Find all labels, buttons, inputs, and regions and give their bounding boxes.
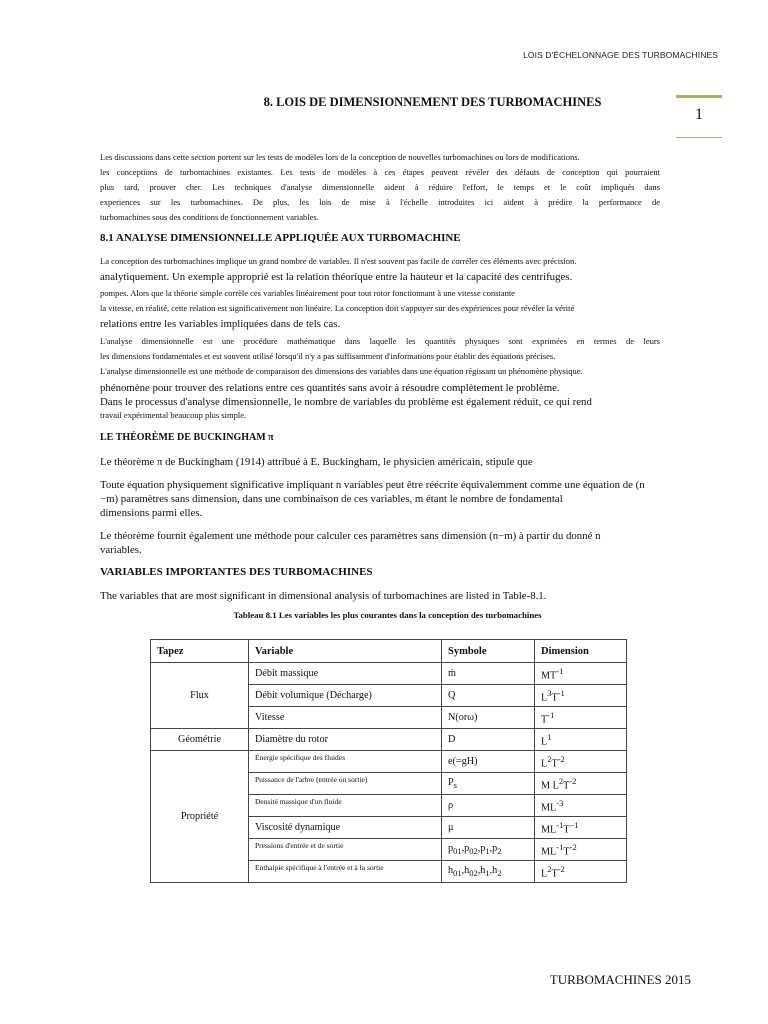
symbol-part: ,p: [489, 842, 498, 854]
variable-cell: Vitesse: [249, 707, 442, 729]
variable-cell: Pressions d'entrée et de sortie: [249, 839, 442, 861]
text-line: dimensions parmi elles.: [100, 507, 203, 519]
symbol-part: ,h: [461, 864, 470, 876]
dim-base: L: [541, 736, 548, 748]
variable-cell: Enthalpie spécifique à l'entrée et à la sortie: [249, 861, 442, 883]
dim-base: L: [541, 692, 548, 704]
dim-exponent: -2: [569, 841, 577, 852]
text-line: pompes. Alors que la théorie simple corrèle ces variables linéairement pour tout rotor fonctionnant à une vitesse constante: [100, 288, 515, 298]
text-line: Dans le processus d'analyse dimensionnelle, le nombre de variables du problème est également réduit, ce qui rend: [100, 396, 592, 408]
group-cell-flux: Flux: [151, 663, 249, 729]
dim-exponent: -1: [556, 819, 564, 830]
symbol-part: h: [448, 864, 454, 876]
dimension-cell: [535, 817, 627, 839]
dimension-cell: [535, 663, 627, 685]
section-8-1-paragraph-2: [100, 334, 660, 421]
dim-exponent: -1: [556, 841, 564, 852]
buckingham-paragraph-2: [100, 478, 760, 520]
group-cell-propriete: Propriété: [151, 751, 249, 883]
symbol-part: ,p: [477, 842, 486, 854]
symbol-cell: μ: [442, 817, 535, 839]
variable-cell: Viscosité dynamique: [249, 817, 442, 839]
dim-exponent: -1: [547, 709, 555, 720]
group-cell-geometrie: Géométrie: [151, 729, 249, 751]
dimension-cell: [535, 751, 627, 773]
intro-line: experiences sur les turbomachines. De plus, les lois de mise à l'échelle introduites ici aident à prédire la performance de: [100, 197, 660, 207]
dim-exponent: 3: [547, 687, 552, 698]
symbol-subscript: 2: [497, 868, 502, 879]
symbol-subscript: 1: [485, 868, 490, 879]
text-line: travail expérimental beaucoup plus simple.: [100, 410, 247, 420]
dim-exponent: 2: [558, 775, 564, 786]
dim-exponent: -1: [556, 665, 564, 676]
dim-base: T: [541, 714, 548, 726]
table-header-cell: Tapez: [151, 640, 249, 663]
dim-base: L: [541, 868, 548, 880]
symbol-subscript: 2: [497, 846, 502, 857]
variable-cell: Débit massique: [249, 663, 442, 685]
table-header-cell: Symbole: [442, 640, 535, 663]
page-number: 1: [695, 106, 703, 123]
buckingham-heading: LE THÉORÈME DE BUCKINGHAM π: [100, 432, 274, 443]
symbol-subscript: 1: [485, 846, 490, 857]
dim-exponent: 1: [547, 731, 552, 742]
symbol-part: ,h: [477, 864, 486, 876]
dim-base: T: [551, 758, 558, 770]
symbol-part: ,p: [461, 842, 470, 854]
dim-base: MT: [541, 670, 557, 682]
text-line: variables.: [100, 544, 142, 556]
chapter-title: 8. LOIS DE DIMENSIONNEMENT DES TURBOMACHINES: [263, 95, 602, 109]
dim-exponent: -2: [557, 863, 565, 874]
text-line: −m) paramètres sans dimension, dans une combinaison de ces variables, m étant le nombre de fondamental: [100, 493, 563, 505]
page-number-bottom-rule: [676, 137, 722, 138]
symbol-part: p: [448, 842, 454, 854]
dimension-cell: [535, 861, 627, 883]
text-line: analytiquement. Un exemple approprié est la relation théorique entre la hauteur et la capacité des centrifuges.: [100, 271, 573, 283]
symbol-cell: D: [442, 729, 535, 751]
dim-base: T: [563, 824, 570, 836]
dim-base: T: [551, 868, 558, 880]
symbol-cell: ρ: [442, 795, 535, 817]
symbol-subscript: s: [453, 780, 457, 791]
symbol-cell: [442, 773, 535, 795]
table-header-cell: Dimension: [535, 640, 627, 663]
text-line: Le théorème fournit également une méthode pour calculer ces paramètres sans dimension (n−m) à partir du donné n: [100, 530, 601, 542]
text-line: La conception des turbomachines implique un grand nombre de variables. Il n'est souvent pas facile de corréler ces éléments avec précision.: [100, 256, 577, 266]
table-caption: Tableau 8.1 Les variables les plus courantes dans la conception des turbomachines: [233, 610, 542, 620]
symbol-cell: ṁ: [442, 663, 535, 685]
dim-exponent: -3: [556, 797, 564, 808]
table-header-cell: Variable: [249, 640, 442, 663]
intro-line: plus tard, prouver cher. Les techniques d'analyse dimensionnelle aident à réduire l'effort, le temps et le coût impliqués dans: [100, 182, 660, 192]
table-row: [151, 751, 627, 773]
table-row: [151, 663, 627, 685]
page-footer: TURBOMACHINES 2015: [549, 972, 691, 987]
intro-line: les conceptions de turbomachines existantes. Les tests de modèles à ces étapes peuvent révéler des défauts de conception qui pourraient: [100, 167, 660, 177]
dimension-cell: [535, 729, 627, 751]
variables-table: [150, 639, 627, 883]
variables-heading: VARIABLES IMPORTANTES DES TURBOMACHINES: [100, 566, 373, 578]
dim-exponent: −1: [569, 819, 579, 830]
dim-base: M L: [541, 780, 559, 792]
dimension-cell: [535, 685, 627, 707]
dim-base: ML: [541, 824, 557, 836]
dim-exponent: 2: [547, 863, 552, 874]
dim-exponent: 2: [547, 753, 552, 764]
dim-base: T: [563, 846, 570, 858]
dim-exponent: -2: [557, 753, 565, 764]
symbol-cell: [442, 839, 535, 861]
variable-cell: Densité massique d'un fluide: [249, 795, 442, 817]
dim-base: L: [541, 758, 548, 770]
symbol-part: ,h: [489, 864, 498, 876]
symbol-subscript: 01: [453, 846, 462, 857]
symbol-subscript: 01: [453, 868, 462, 879]
intro-line: turbomachines sous des conditions de fonctionnement variables.: [100, 212, 319, 222]
dim-base: ML: [541, 846, 557, 858]
dim-base: T: [563, 780, 570, 792]
buckingham-paragraph-3: [100, 529, 700, 557]
variable-cell: Débit volumique (Décharge): [249, 685, 442, 707]
table-row: [151, 729, 627, 751]
section-8-1-paragraph-1: [100, 254, 660, 331]
dim-exponent: -1: [557, 687, 565, 698]
text-line: Toute équation physiquement significative impliquant n variables peut être réécrite équivalemment comme une équation de (n: [100, 479, 645, 491]
table-header-row: [151, 640, 627, 663]
symbol-subscript: 02: [469, 846, 478, 857]
text-line: phénomène pour trouver des relations entre ces quantités sans avoir à résoudre complètement le problème.: [100, 382, 560, 394]
text-line: relations entre les variables impliquées dans de tels cas.: [100, 318, 341, 330]
variable-cell: Diamètre du rotor: [249, 729, 442, 751]
section-8-1-heading: 8.1 ANALYSE DIMENSIONNELLE APPLIQUÉE AUX TURBOMACHINE: [100, 232, 461, 244]
symbol-base: P: [448, 776, 454, 788]
symbol-subscript: 02: [469, 868, 478, 879]
symbol-cell: e(=gH): [442, 751, 535, 773]
dim-base: ML: [541, 802, 557, 814]
text-line: la vitesse, en réalité, cette relation est significativement non linéaire. La conception doit s'appuyer sur des expériences pour révéler la vérité: [100, 303, 575, 313]
symbol-cell: Q: [442, 685, 535, 707]
variable-cell: Énergie spécifique des fluides: [249, 751, 442, 773]
dimension-cell: [535, 707, 627, 729]
text-line: les dimensions fondamentales et est souvent utilisé lorsqu'il n'y a pas suffisamment d'informations pour établir des équations précises.: [100, 351, 556, 361]
buckingham-paragraph-1: Le théorème π de Buckingham (1914) attribué à E. Buckingham, le physicien américain, stipule que: [100, 456, 533, 468]
intro-line: Les discussions dans cette section portent sur les tests de modèles lors de la conception de nouvelles turbomachines ou lors de modifications.: [100, 152, 580, 162]
dimension-cell: [535, 839, 627, 861]
running-header: LOIS D'ÉCHELONNAGE DES TURBOMACHINES: [523, 50, 718, 60]
variables-paragraph: The variables that are most significant in dimensional analysis of turbomachines are listed in Table-8.1.: [100, 590, 547, 602]
dim-base: T: [551, 692, 558, 704]
dimension-cell: [535, 773, 627, 795]
symbol-cell: [442, 861, 535, 883]
symbol-cell: N(orω): [442, 707, 535, 729]
variable-cell: Puissance de l'arbre (entrée ou sortie): [249, 773, 442, 795]
text-line: L'analyse dimensionnelle est une procédure mathématique dans laquelle les quantités physiques sont exprimées en termes de leurs: [100, 336, 660, 346]
dim-exponent: -2: [569, 775, 577, 786]
text-line: L'analyse dimensionnelle est une méthode de comparaison des dimensions des variables dans une équation régissant un phénomène physique.: [100, 366, 583, 376]
dimension-cell: [535, 795, 627, 817]
intro-paragraph: [100, 150, 660, 225]
